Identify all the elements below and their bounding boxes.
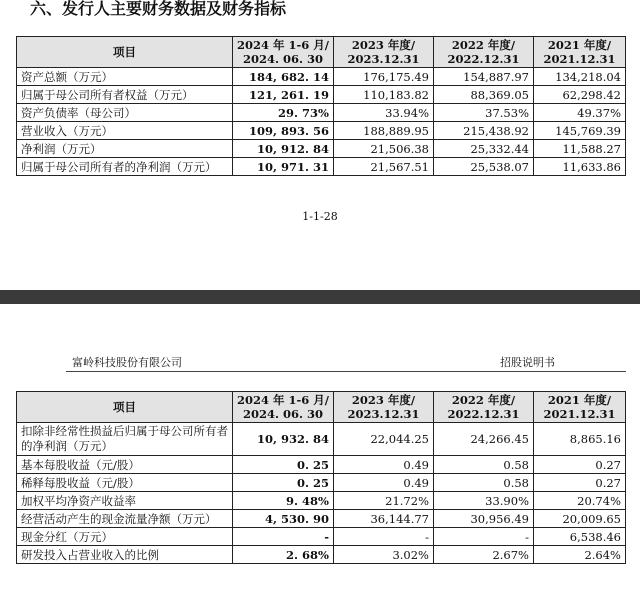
- value-cell: 33.90%: [434, 492, 534, 510]
- column-header-line: 2024. 06. 30: [242, 52, 324, 66]
- column-header-period: [434, 37, 534, 68]
- value-cell: 22,044.25: [334, 423, 434, 456]
- value-2024h1: 4, 530. 90: [233, 510, 334, 528]
- column-header-line: 2021 年度/: [547, 38, 612, 52]
- value-cell: 134,218.04: [534, 68, 626, 86]
- row-label: 研发投入占营业收入的比例: [17, 546, 233, 564]
- financial-data-table-1: [16, 36, 626, 176]
- table-row: [17, 122, 626, 140]
- column-header-line: 2023.12.31: [347, 52, 420, 66]
- column-header-period: [233, 37, 334, 68]
- row-label: 经营活动产生的现金流量净额（万元）: [17, 510, 233, 528]
- value-cell: 62,298.42: [534, 86, 626, 104]
- row-label: 现金分红（万元）: [17, 528, 233, 546]
- column-header-line: 2021 年度/: [547, 393, 612, 407]
- column-header-line: 项目: [113, 400, 136, 414]
- value-2024h1: 10, 971. 31: [233, 158, 334, 176]
- column-header-line: 2021.12.31: [543, 52, 616, 66]
- value-cell: 0.58: [434, 456, 534, 474]
- page-separator: [0, 290, 640, 304]
- financial-data-table-2: [16, 391, 626, 564]
- column-header-line: 2023.12.31: [347, 407, 420, 421]
- value-cell: 20.74%: [534, 492, 626, 510]
- value-cell: 30,956.49: [434, 510, 534, 528]
- column-header-line: 2022.12.31: [447, 407, 520, 421]
- value-2024h1: 184, 682. 14: [233, 68, 334, 86]
- value-cell: 3.02%: [334, 546, 434, 564]
- column-header-period: [334, 37, 434, 68]
- value-cell: 88,369.05: [434, 86, 534, 104]
- value-cell: 11,588.27: [534, 140, 626, 158]
- page-number: 1-1-28: [302, 210, 338, 223]
- column-header-period: [334, 392, 434, 423]
- table-header-row: [17, 37, 626, 68]
- value-cell: 110,183.82: [334, 86, 434, 104]
- value-cell: 25,332.44: [434, 140, 534, 158]
- column-header-line: 项目: [113, 45, 136, 59]
- value-2024h1: 0. 25: [233, 456, 334, 474]
- column-header-line: 2022.12.31: [447, 52, 520, 66]
- column-header-line: 2024 年 1-6 月/: [237, 393, 329, 407]
- value-cell: 24,266.45: [434, 423, 534, 456]
- table-row: [17, 528, 626, 546]
- value-cell: 36,144.77: [334, 510, 434, 528]
- column-header-line: 2023 年度/: [351, 393, 416, 407]
- table-row: [17, 423, 626, 456]
- column-header-line: 2022 年度/: [451, 393, 516, 407]
- row-label: 资产负债率（母公司）: [17, 104, 233, 122]
- row-label: 净利润（万元）: [17, 140, 233, 158]
- section-title: 六、发行人主要财务数据及财务指标: [30, 0, 287, 18]
- value-cell: 145,769.39: [534, 122, 626, 140]
- value-cell: 25,538.07: [434, 158, 534, 176]
- value-2024h1: 2. 68%: [233, 546, 334, 564]
- table-row: [17, 68, 626, 86]
- table-row: [17, 546, 626, 564]
- value-cell: 11,633.86: [534, 158, 626, 176]
- document-page-1: [0, 0, 640, 290]
- table-row: [17, 456, 626, 474]
- value-cell: 215,438.92: [434, 122, 534, 140]
- value-cell: 0.27: [534, 474, 626, 492]
- value-2024h1: 29. 73%: [233, 104, 334, 122]
- value-2024h1: 9. 48%: [233, 492, 334, 510]
- value-2024h1: 10, 932. 84: [233, 423, 334, 456]
- header-rule: [66, 371, 626, 372]
- table-row: [17, 104, 626, 122]
- column-header-period: [534, 37, 626, 68]
- value-2024h1: 10, 912. 84: [233, 140, 334, 158]
- value-cell: 188,889.95: [334, 122, 434, 140]
- value-cell: 6,538.46: [534, 528, 626, 546]
- value-2024h1: 0. 25: [233, 474, 334, 492]
- row-label: 营业收入（万元）: [17, 122, 233, 140]
- column-header-period: [434, 392, 534, 423]
- table-row: [17, 510, 626, 528]
- column-header-item: [17, 37, 233, 68]
- document-page-2: [0, 304, 640, 589]
- value-cell: 20,009.65: [534, 510, 626, 528]
- column-header-line: 2024. 06. 30: [242, 407, 324, 421]
- column-header-line: 2024 年 1-6 月/: [237, 38, 329, 52]
- company-name-header: 富岭科技股份有限公司: [72, 356, 182, 369]
- value-cell: 37.53%: [434, 104, 534, 122]
- column-header-period: [233, 392, 334, 423]
- value-cell: 8,865.16: [534, 423, 626, 456]
- column-header-line: 2022 年度/: [451, 38, 516, 52]
- table-row: [17, 86, 626, 104]
- table-header-row: [17, 392, 626, 423]
- value-cell: 21.72%: [334, 492, 434, 510]
- value-2024h1: 121, 261. 19: [233, 86, 334, 104]
- column-header-period: [534, 392, 626, 423]
- value-cell: 33.94%: [334, 104, 434, 122]
- table-row: [17, 158, 626, 176]
- value-cell: 0.49: [334, 456, 434, 474]
- value-2024h1: -: [233, 528, 334, 546]
- column-header-item: [17, 392, 233, 423]
- table-row: [17, 492, 626, 510]
- row-label: 扣除非经常性损益后归属于母公司所有者的净利润（万元）: [17, 423, 233, 456]
- value-cell: 176,175.49: [334, 68, 434, 86]
- row-label: 稀释每股收益（元/股）: [17, 474, 233, 492]
- value-cell: 2.64%: [534, 546, 626, 564]
- value-cell: 49.37%: [534, 104, 626, 122]
- value-cell: 0.27: [534, 456, 626, 474]
- table-row: [17, 140, 626, 158]
- value-cell: 2.67%: [434, 546, 534, 564]
- document-type-header: 招股说明书: [500, 356, 555, 369]
- value-cell: 21,506.38: [334, 140, 434, 158]
- value-cell: 0.58: [434, 474, 534, 492]
- value-cell: 21,567.51: [334, 158, 434, 176]
- value-cell: 0.49: [334, 474, 434, 492]
- row-label: 加权平均净资产收益率: [17, 492, 233, 510]
- row-label: 基本每股收益（元/股）: [17, 456, 233, 474]
- row-label: 归属于母公司所有者的净利润（万元）: [17, 158, 233, 176]
- column-header-line: 2023 年度/: [351, 38, 416, 52]
- value-cell: 154,887.97: [434, 68, 534, 86]
- value-2024h1: 109, 893. 56: [233, 122, 334, 140]
- column-header-line: 2021.12.31: [543, 407, 616, 421]
- row-label: 归属于母公司所有者权益（万元）: [17, 86, 233, 104]
- value-cell: -: [334, 528, 434, 546]
- value-cell: -: [434, 528, 534, 546]
- row-label: 资产总额（万元）: [17, 68, 233, 86]
- table-row: [17, 474, 626, 492]
